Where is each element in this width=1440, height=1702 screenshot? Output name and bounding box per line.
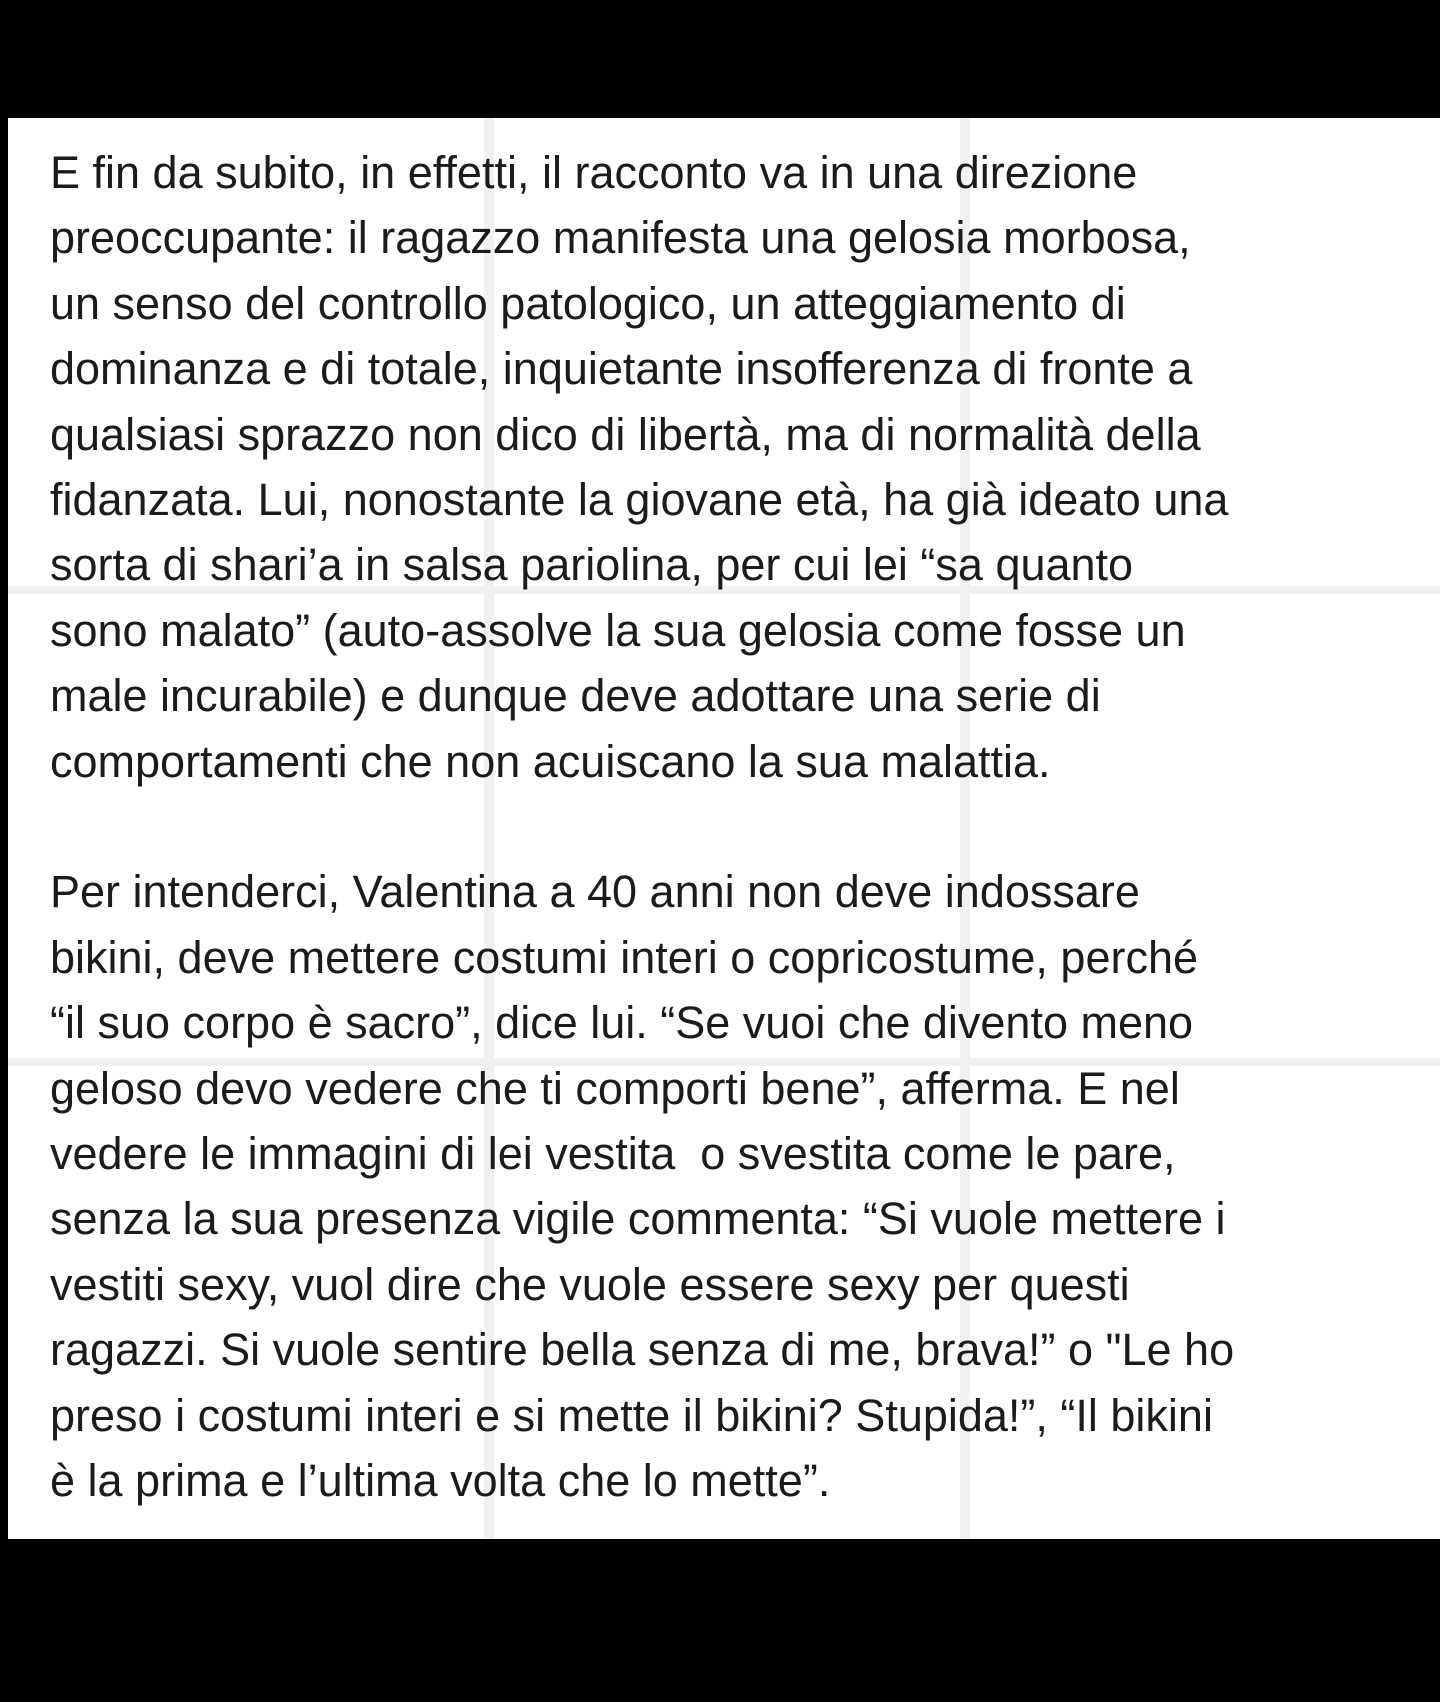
text-line: Per intenderci, Valentina a 40 anni non deve indossare — [50, 866, 1140, 918]
paragraph-gap — [50, 794, 1420, 859]
text-line: geloso devo vedere che ti comporti bene”, afferma. E nel — [50, 1062, 1180, 1114]
text-line: bikini, deve mettere costumi interi o copricostume, perché — [50, 931, 1199, 983]
text-line: ragazzi. Si vuole sentire bella senza di me, brava!” o "Le ho — [50, 1324, 1235, 1376]
text-line: senza la sua presenza vigile commenta: “Si vuole mettere i — [50, 1193, 1226, 1245]
text-line: qualsiasi sprazzo non dico di libertà, ma di normalità della — [50, 408, 1201, 460]
text-line: sono malato” (auto-assolve la sua gelosia come fosse un — [50, 604, 1186, 656]
article-text — [50, 140, 1420, 1514]
text-line: è la prima e l’ultima volta che lo mette”. — [50, 1455, 831, 1507]
text-line: fidanzata. Lui, nonostante la giovane età, ha già ideato una — [50, 474, 1229, 526]
text-line: preso i costumi interi e si mette il bikini? Stupida!”, “Il bikini — [50, 1389, 1213, 1441]
text-line: male incurabile) e dunque deve adottare una serie di — [50, 670, 1101, 722]
text-line: comportamenti che non acuiscano la sua malattia. — [50, 735, 1051, 787]
paragraph-1 — [50, 140, 1420, 794]
text-line: “il suo corpo è sacro”, dice lui. “Se vuoi che divento meno — [50, 997, 1194, 1049]
text-line: un senso del controllo patologico, un atteggiamento di — [50, 277, 1126, 329]
text-line: sorta di shari’a in salsa pariolina, per cui lei “sa quanto — [50, 539, 1134, 591]
text-line: E fin da subito, in effetti, il racconto va in una direzione — [50, 147, 1138, 198]
text-line: vestiti sexy, vuol dire che vuole essere sexy per questi — [50, 1258, 1130, 1310]
text-line: preoccupante: il ragazzo manifesta una gelosia morbosa, — [50, 212, 1191, 264]
text-line: vedere le immagini di lei vestita o svestita come le pare, — [50, 1128, 1176, 1180]
paragraph-2 — [50, 859, 1420, 1513]
document-page — [8, 118, 1440, 1539]
text-line: dominanza e di totale, inquietante insofferenza di fronte a — [50, 343, 1193, 395]
